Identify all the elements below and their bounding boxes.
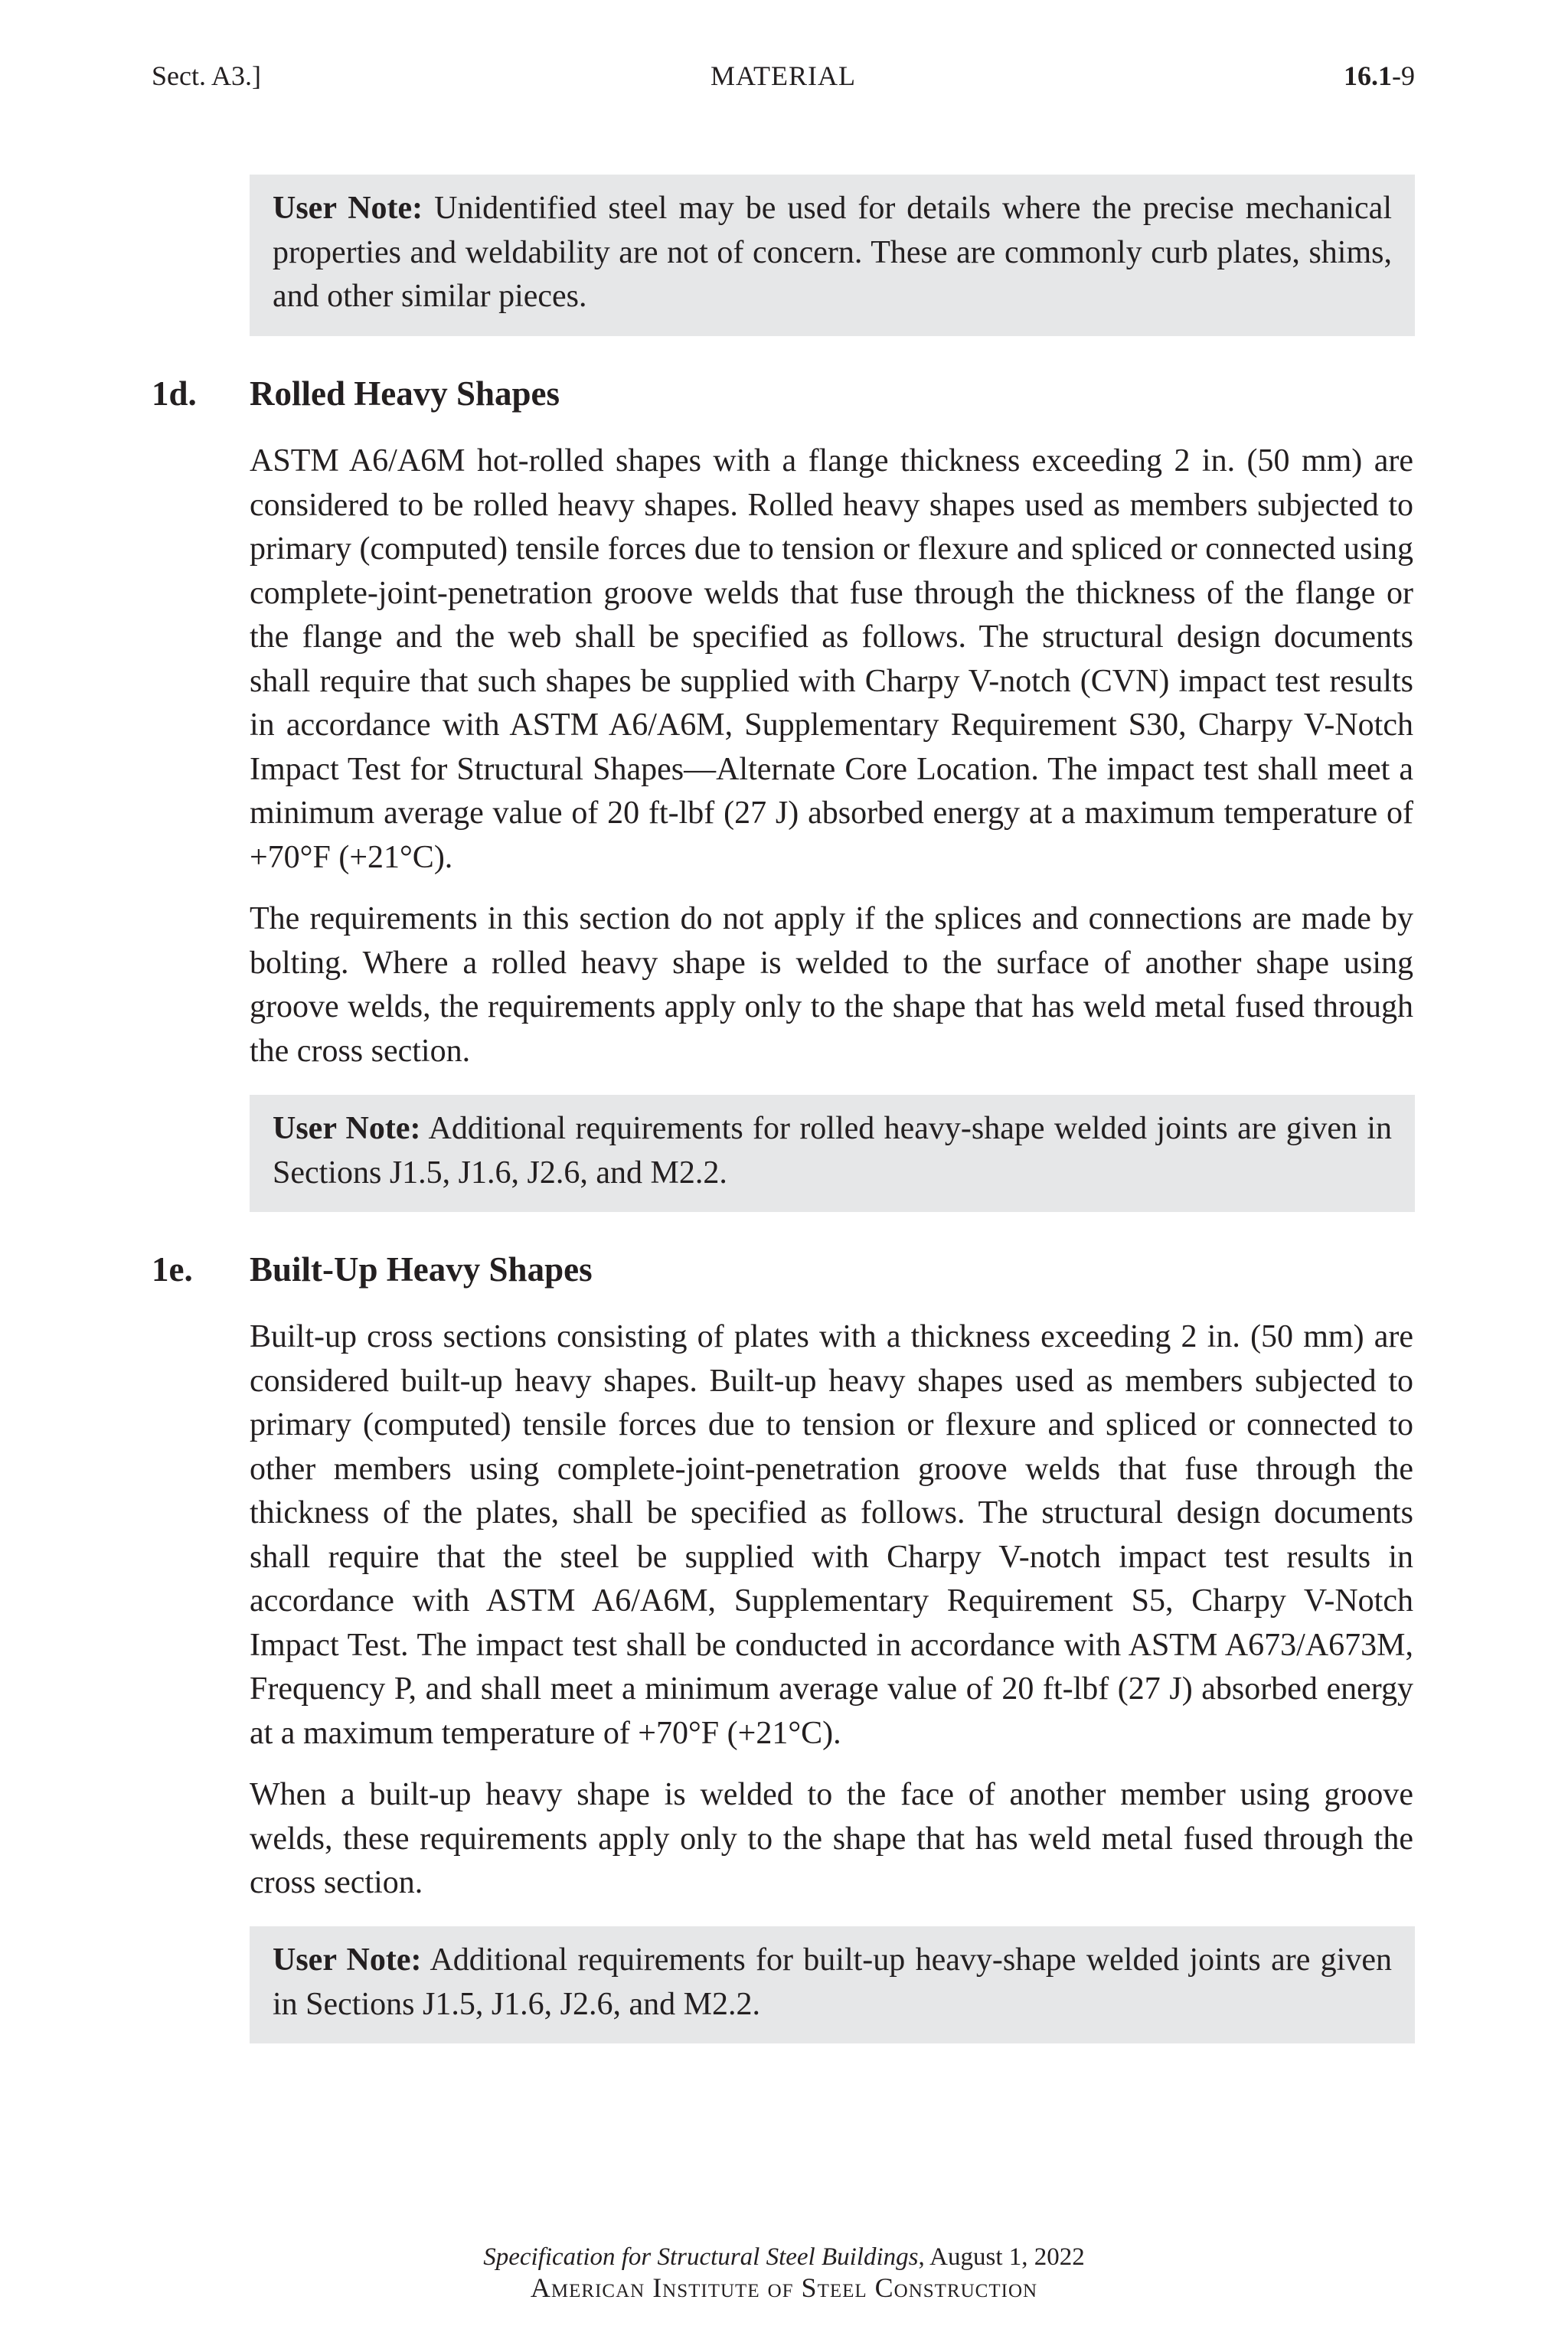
section-title-1d: Rolled Heavy Shapes [250, 374, 560, 413]
running-footer [0, 2242, 1568, 2303]
section-1e-paragraph-2 [250, 1773, 1413, 1906]
user-note-text [273, 1107, 1392, 1195]
paragraph: The requirements in this section do not apply if the splices and connections are made by bolting. Where a rolled heavy shape is welded to the surface of another shape using groove welds, the requirements apply only to the shape that has weld metal fused through the cross section. [250, 901, 1413, 1069]
paragraph: Built-up cross sections consisting of plates with a thickness exceeding 2 in. (50 mm) are considered built-up heavy shapes. Built-up heavy shapes used as members subjected to primary (computed) tensile forces due to tension or flexure and spliced or connected to other members using complete-joint-penetration groove welds that fuse through the thickness of the plates, shall be specified as follows. The structural design documents shall require that the steel be supplied with Charpy V-notch impact test results in accordance with ASTM A6/A6M, Supplementary Requirement S5, Charpy V-Notch Impact Test. The impact test shall be conducted in accordance with ASTM A673/A673M, Frequency P, and shall meet a minimum average value of 20 ft-lbf (27 J) absorbed energy at a maximum temperature of +70°F (+21°C). [250, 1319, 1413, 1751]
header-section-ref: Sect. A3.] [152, 60, 261, 91]
section-1d-paragraph-1 [250, 439, 1413, 880]
section-number-1e: 1e. [152, 1250, 193, 1289]
user-note-text [273, 1939, 1392, 2027]
user-note-body: Additional requirements for built-up heavy-shape welded joints are given in Sections J1.5, J1.6, J2.6, and M2.2. [273, 1942, 1392, 2022]
user-note-text [273, 187, 1392, 319]
footer-spec-title: Specification for Structural Steel Buildings [483, 2243, 919, 2271]
user-note-label: User Note: [273, 1942, 422, 1978]
user-note-rolled-heavy-shapes [250, 1095, 1413, 1212]
page-number-suffix: -9 [1392, 60, 1415, 91]
user-note-box [250, 1095, 1415, 1212]
footer-organization: American Institute of Steel Construction [530, 2272, 1038, 2303]
user-note-label: User Note: [273, 191, 423, 226]
user-note-box [250, 175, 1415, 336]
header-page-number [1344, 60, 1415, 92]
user-note-body: Unidentified steel may be used for details where the precise mechanical properties and weldability are not of concern. These are commonly curb plates, shims, and other similar pieces. [273, 191, 1392, 314]
header-chapter-title: MATERIAL [710, 60, 856, 91]
user-note-built-up-heavy-shapes [250, 1926, 1413, 2043]
footer-publication-line [0, 2242, 1568, 2272]
footer-date: , August 1, 2022 [918, 2243, 1085, 2271]
user-note-label: User Note: [273, 1111, 421, 1146]
section-1e-paragraph-1 [250, 1315, 1413, 1756]
section-1d-paragraph-2 [250, 897, 1413, 1073]
user-note-body: Additional requirements for rolled heavy-shape welded joints are given in Sections J1.5, J1.6, J2.6, and M2.2. [273, 1111, 1392, 1191]
section-title-1e: Built-Up Heavy Shapes [250, 1250, 593, 1289]
page-number-bold: 16.1 [1344, 60, 1392, 91]
running-header [152, 60, 1415, 98]
paragraph: ASTM A6/A6M hot-rolled shapes with a flange thickness exceeding 2 in. (50 mm) are considered to be rolled heavy shapes. Rolled heavy shapes used as members subjected to primary (computed) tensile forces due to tension or flexure and spliced or connected using complete-joint-penetration groove welds that fuse through the thickness of the flange or the flange and the web shall be specified as follows. The structural design documents shall require that such shapes be supplied with Charpy V-notch (CVN) impact test results in accordance with ASTM A6/A6M, Supplementary Requirement S30, Charpy V-Notch Impact Test for Structural Shapes—Alternate Core Location. The impact test shall meet a minimum average value of 20 ft-lbf (27 J) absorbed energy at a maximum temperature of +70°F (+21°C). [250, 443, 1413, 875]
section-number-1d: 1d. [152, 374, 197, 413]
user-note-unidentified-steel [250, 175, 1413, 336]
paragraph: When a built-up heavy shape is welded to the face of another member using groove welds, these requirements apply only to the shape that has weld metal fused through the cross section. [250, 1777, 1413, 1900]
user-note-box [250, 1926, 1415, 2043]
